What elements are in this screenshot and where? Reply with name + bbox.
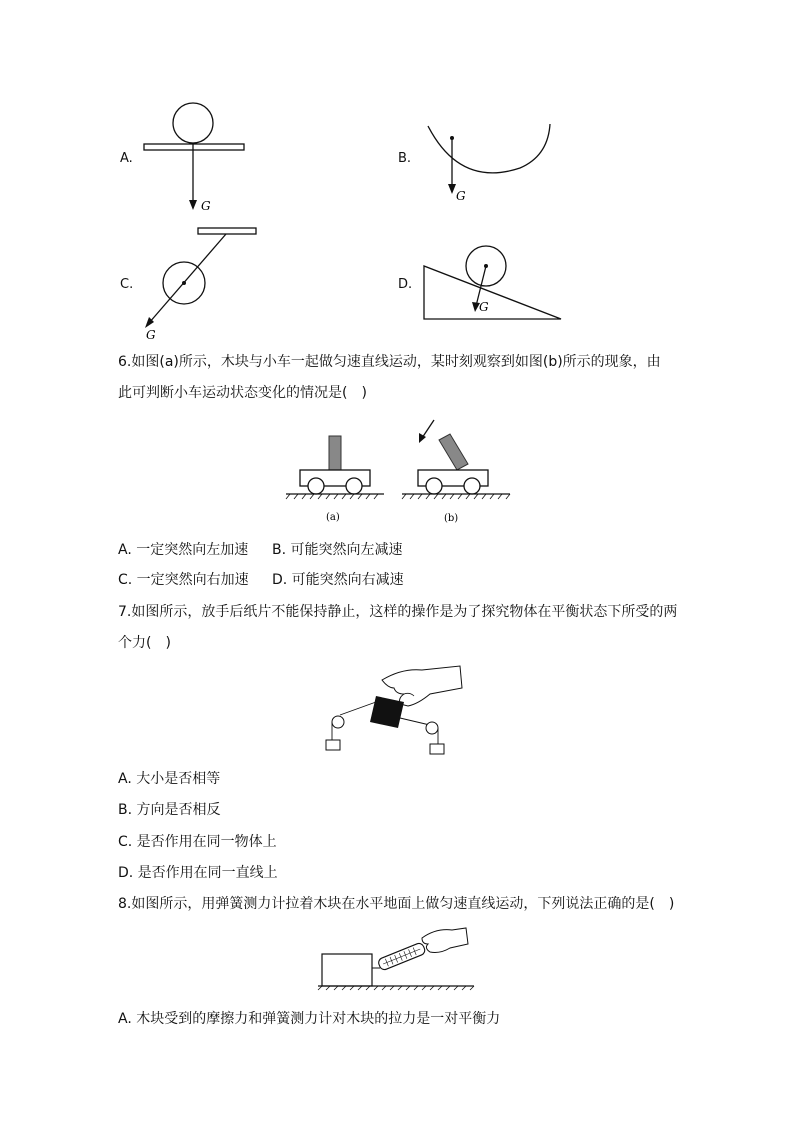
q5-figure-c	[140, 226, 260, 344]
q5-c-force-label: G	[146, 328, 156, 342]
q6-stem-line1: 6.如图(a)所示，木块与小车一起做匀速直线运动，某时刻观察到如图(b)所示的现象，由	[118, 354, 661, 370]
q6-fig-b-caption: (b)	[444, 513, 459, 524]
q6-option-c: C. 一定突然向右加速	[118, 572, 249, 588]
q8-figure	[318, 924, 478, 990]
q5-figure-b	[420, 118, 560, 208]
q8-option-a: A. 木块受到的摩擦力和弹簧测力计对木块的拉力是一对平衡力	[118, 1011, 501, 1027]
q7-stem-line1: 7.如图所示，放手后纸片不能保持静止，这样的操作是为了探究物体在平衡状态下所受的两	[118, 604, 678, 620]
q5-option-d-label: D.	[398, 277, 413, 292]
q5-d-force-label: G	[479, 300, 489, 314]
q5-option-a-label: A.	[120, 151, 133, 166]
q7-option-a: A. 大小是否相等	[118, 771, 221, 787]
q5-b-force-label: G	[456, 189, 466, 203]
q5-option-b-label: B.	[398, 151, 412, 166]
q6-fig-a-caption: (a)	[326, 512, 340, 523]
q6-option-a: A. 一定突然向左加速	[118, 542, 249, 558]
q6-figure	[284, 414, 514, 526]
q5-a-force-label: G	[201, 199, 211, 213]
q7-figure	[322, 660, 472, 760]
q6-option-d: D. 可能突然向右减速	[272, 572, 404, 588]
q8-stem: 8.如图所示，用弹簧测力计拉着木块在水平地面上做匀速直线运动，下列说法正确的是( )	[118, 896, 675, 912]
q7-option-d: D. 是否作用在同一直线上	[118, 865, 278, 881]
q7-option-c: C. 是否作用在同一物体上	[118, 834, 277, 850]
q6-option-b: B. 可能突然向左减速	[272, 542, 403, 558]
q6-stem-line2: 此可判断小车运动状态变化的情况是( )	[118, 385, 367, 401]
q5-figure-a	[140, 98, 250, 220]
q7-option-b: B. 方向是否相反	[118, 802, 221, 818]
q7-stem-line2: 个力( )	[118, 635, 171, 651]
q5-option-c-label: C.	[120, 277, 134, 292]
q5-figure-d	[420, 242, 565, 324]
